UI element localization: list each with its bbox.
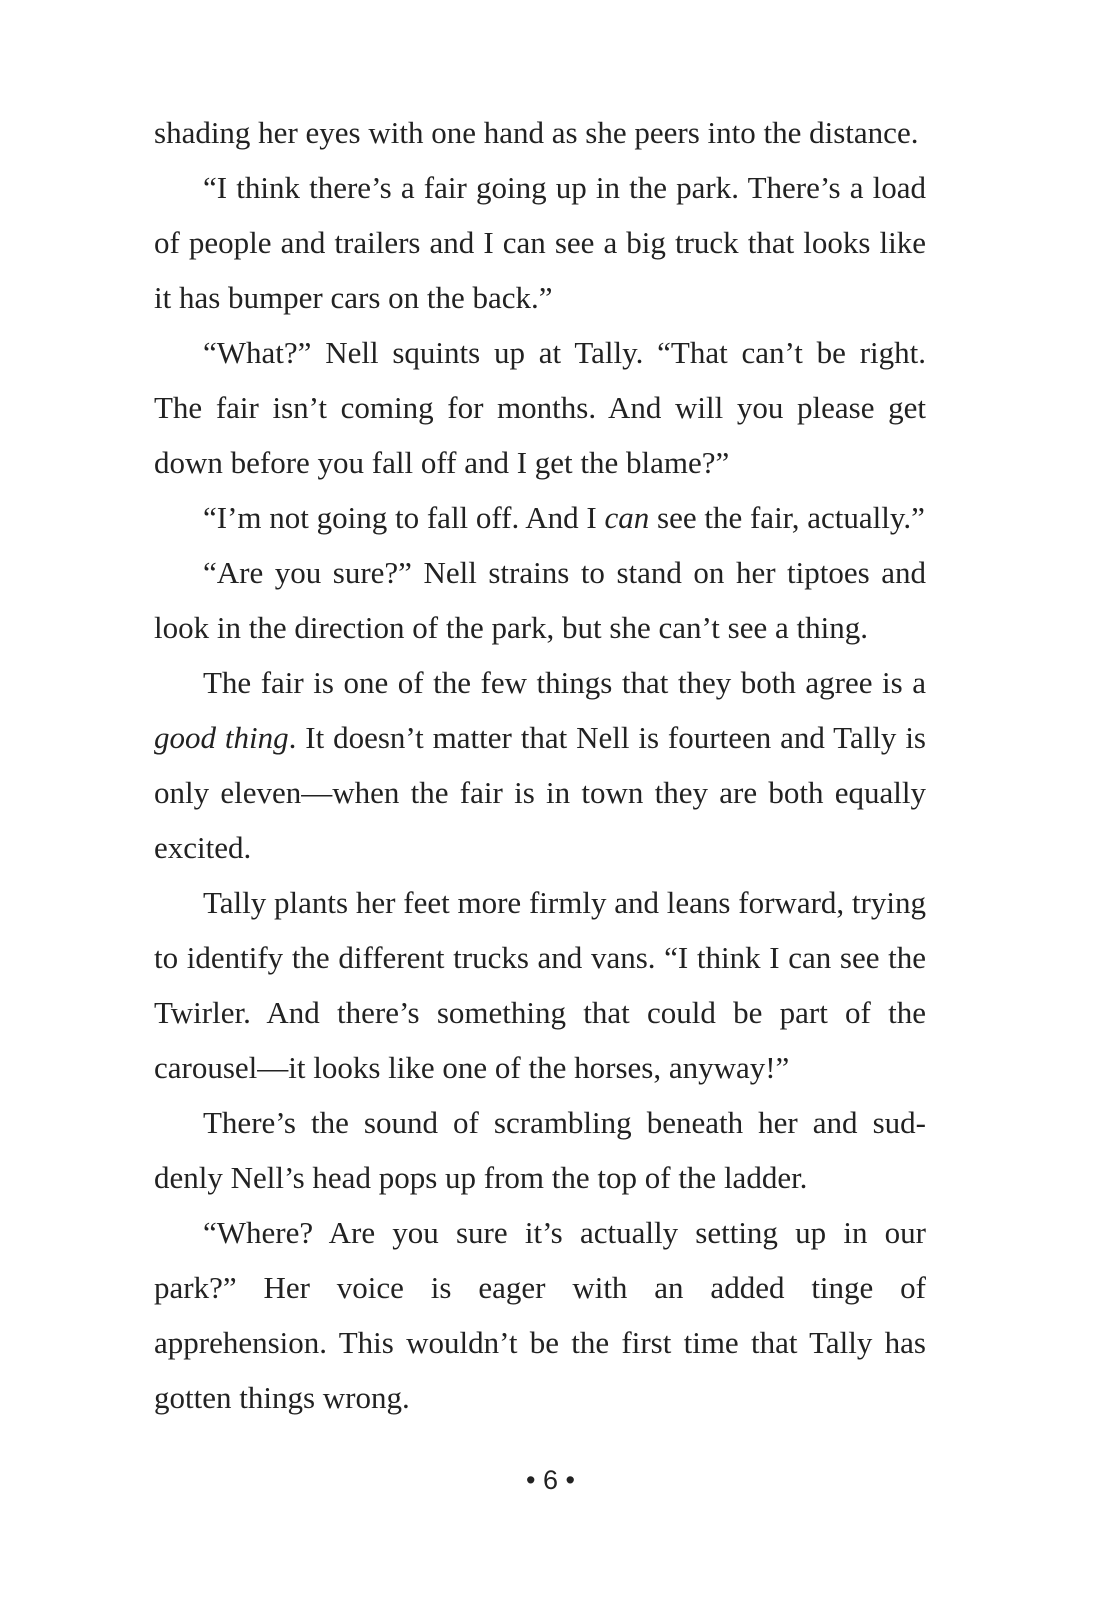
paragraph	[154, 325, 926, 490]
paragraph	[154, 490, 926, 545]
text-run: shading her eyes with one hand as she peers into the distance.	[154, 115, 919, 150]
paragraph	[154, 655, 926, 875]
paragraph	[154, 105, 926, 160]
paragraph	[154, 545, 926, 655]
body-text	[154, 105, 926, 1425]
paragraph	[154, 1205, 926, 1425]
text-run: . It doesn’t matter that Nell is fourteen and Tally is only eleven—when the fair is in town they are both equally excited.	[154, 720, 926, 865]
text-run: “I think there’s a fair going up in the park. There’s a load of people and trailers and I can see a big truck that looks like it has bumper cars on the back.”	[154, 170, 926, 315]
paragraph	[154, 875, 926, 1095]
text-run: “Are you sure?” Nell strains to stand on her tiptoes and look in the direction of the park, but she can’t see a thing.	[154, 555, 926, 645]
paragraph	[154, 160, 926, 325]
text-run: “Where? Are you sure it’s actually setting up in our park?” Her voice is eager with an added tinge of apprehension. This wouldn’t be the first time that Tally has gotten things wrong.	[154, 1215, 926, 1415]
paragraph	[154, 1095, 926, 1205]
text-run: Tally plants her feet more firmly and leans forward, trying to identify the different trucks and vans. “I think I can see the Twirler. And there’s something that could be part of the carousel—it looks like one of the horses, anyway!”	[154, 885, 926, 1085]
text-run: The fair is one of the few things that they both agree is a	[203, 665, 926, 700]
text-run: There’s the sound of scrambling beneath her and suddenly Nell’s head pops up from the top of the ladder.	[154, 1105, 926, 1195]
italic-text: good thing	[154, 720, 289, 755]
text-run: “What?” Nell squints up at Tally. “That can’t be right. The fair isn’t coming for months. And will you please get down before you fall off and I get the blame?”	[154, 335, 926, 480]
text-run: “I’m not going to fall off. And I	[203, 500, 605, 535]
page-number: • 6 •	[526, 1465, 575, 1495]
text-run: see the fair, actually.”	[649, 500, 925, 535]
italic-text: can	[604, 500, 650, 535]
